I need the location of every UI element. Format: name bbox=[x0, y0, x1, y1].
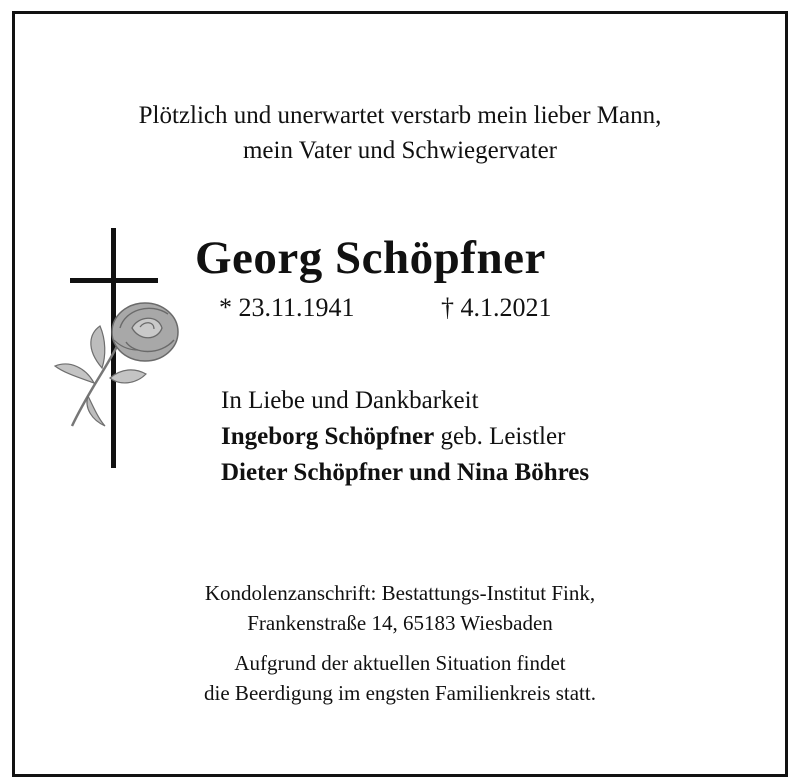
birth-date: * 23.11.1941 bbox=[219, 293, 355, 322]
mourner-line-1 bbox=[221, 419, 589, 455]
intro-line-1: Plötzlich und unerwartet verstarb mein lieber Mann, bbox=[138, 102, 662, 129]
condolence-line-2: Frankenstraße 14, 65183 Wiesbaden bbox=[247, 611, 553, 635]
intro-text bbox=[0, 98, 800, 168]
mourner-1-name: Ingeborg Schöpfner bbox=[221, 423, 435, 450]
dedication-line: In Liebe und Dankbarkeit bbox=[221, 387, 479, 414]
death-date: † 4.1.2021 bbox=[441, 293, 552, 322]
funeral-line-2: die Beerdigung im engsten Familienkreis statt. bbox=[204, 681, 596, 705]
deceased-name: Georg Schöpfner bbox=[195, 232, 546, 284]
condolence-line-1: Kondolenzanschrift: Bestattungs-Institut Fink, bbox=[204, 581, 596, 605]
mourner-line-2: Dieter Schöpfner und Nina Böhres bbox=[221, 459, 590, 486]
footer-text bbox=[0, 578, 800, 708]
mourners-block bbox=[221, 383, 589, 491]
cross-with-rose-icon bbox=[50, 228, 185, 473]
funeral-line-1: Aufgrund der aktuellen Situation findet bbox=[234, 651, 566, 675]
intro-line-2: mein Vater und Schwiegervater bbox=[242, 137, 557, 164]
mourner-1-suffix: geb. Leistler bbox=[434, 423, 566, 450]
